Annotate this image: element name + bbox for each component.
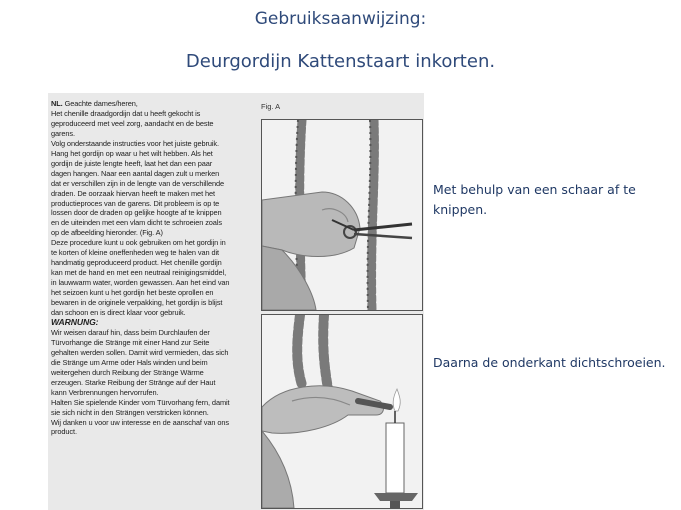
instruction-line: in lauwwarm water, worden gewassen. Aan het eind van <box>51 278 230 288</box>
scanned-instructions <box>48 93 424 510</box>
instruction-line: Het chenille draadgordijn dat u heeft gekocht is <box>51 108 201 118</box>
instruction-line: op de afbeelding hieronder. (Fig. A) <box>51 228 163 238</box>
page-title: Gebruiksaanwijzing: <box>254 9 427 29</box>
warning-line: Türvorhange die Stränge mit einer Hand zur Seite <box>51 337 210 347</box>
warning-line: sie sich nicht in den Strängen verstricken können. <box>51 407 209 417</box>
instruction-line: dat er verschillen zijn in de lengte van de verschillende <box>51 178 225 188</box>
warning-line: Wij danken u voor uw interesse en de aanschaf van ons <box>51 417 229 427</box>
page-subtitle: Deurgordijn Kattenstaart inkorten. <box>185 51 496 72</box>
figure-label: Fig. A <box>261 102 281 111</box>
warning-line: weitergehen durch Reibung der Stränge Wärme <box>51 367 204 377</box>
instruction-line: Hang het gordijn op waar u het wilt hebben. Als het <box>51 148 213 158</box>
scissors-cutting-icon <box>262 120 422 310</box>
instruction-line: Volg onderstaande instructies voor het juiste gebruik. <box>51 138 219 148</box>
instruction-line: Deze procedure kunt u ook gebruiken om het gordijn in <box>51 238 226 248</box>
caption-cut: Met behulp van een schaar af te knippen. <box>433 182 636 217</box>
instruction-line: en de uiteinden met een vlam dicht te schroeien zoals <box>51 218 222 228</box>
warning-line: erzeugen. Starke Reibung der Stränge auf der Haut <box>51 377 216 387</box>
greeting: Geachte dames/heren, <box>64 99 138 108</box>
instruction-line: te korten of kleine oneffenheden weg te halen van dit <box>51 248 219 258</box>
warning-line: Wir weisen darauf hin, dass beim Durchlaufen der <box>51 327 210 337</box>
instruction-line: dagen hangen. Naar een aantal dagen zult u merken <box>51 168 220 178</box>
caption-seal: Daarna de onderkant dichtschroeien. <box>433 355 666 370</box>
instruction-line: productieproces van de garens. Dit probleem is op te <box>51 198 220 208</box>
candle-flame-icon <box>262 315 422 508</box>
language-code: NL. <box>51 99 63 108</box>
instruction-line: bewaren in de originele verpakking, het gordijn is blijst <box>51 298 223 308</box>
warning-line: Halten Sie spielende Kinder vom Türvorhang fern, damit <box>51 397 230 407</box>
instruction-line: lossen door de draden op gelijke hoogte af te knippen <box>51 208 222 218</box>
warning-line: die Stränge um Arme oder Hals winden und beim <box>51 357 208 367</box>
greeting-line <box>51 99 251 109</box>
instruction-line: gordijn de juiste lengte heeft, laat het dan een paar <box>51 158 213 168</box>
warning-line: gehalten werden sollen. Damit wird vermieden, das sich <box>51 347 229 357</box>
instruction-line: handmatig geproduceerd product. Het chenille gordijn <box>51 258 222 268</box>
warning-line: product. <box>51 427 77 437</box>
scissors-photo <box>261 119 423 311</box>
instruction-text <box>51 99 251 437</box>
candle-photo <box>261 314 423 509</box>
instruction-line: draden. De oorzaak hiervan heeft te maken met het <box>51 188 215 198</box>
instruction-line: dan schoon en is direct klaar voor gebruik. <box>51 308 186 318</box>
warning-line: kann Verbrennungen hervorrufen. <box>51 387 159 397</box>
warning-heading: WARNUNG: <box>51 317 99 327</box>
instruction-line: het seizoen kunt u het gordijn het beste oprollen en <box>51 288 214 298</box>
instruction-line: garens. <box>51 128 75 138</box>
instruction-line: kan met de hand en met een neutraal reinigingsmiddel, <box>51 268 227 278</box>
instruction-line: geproduceerd met veel zorg, aandacht en de beste <box>51 118 214 128</box>
